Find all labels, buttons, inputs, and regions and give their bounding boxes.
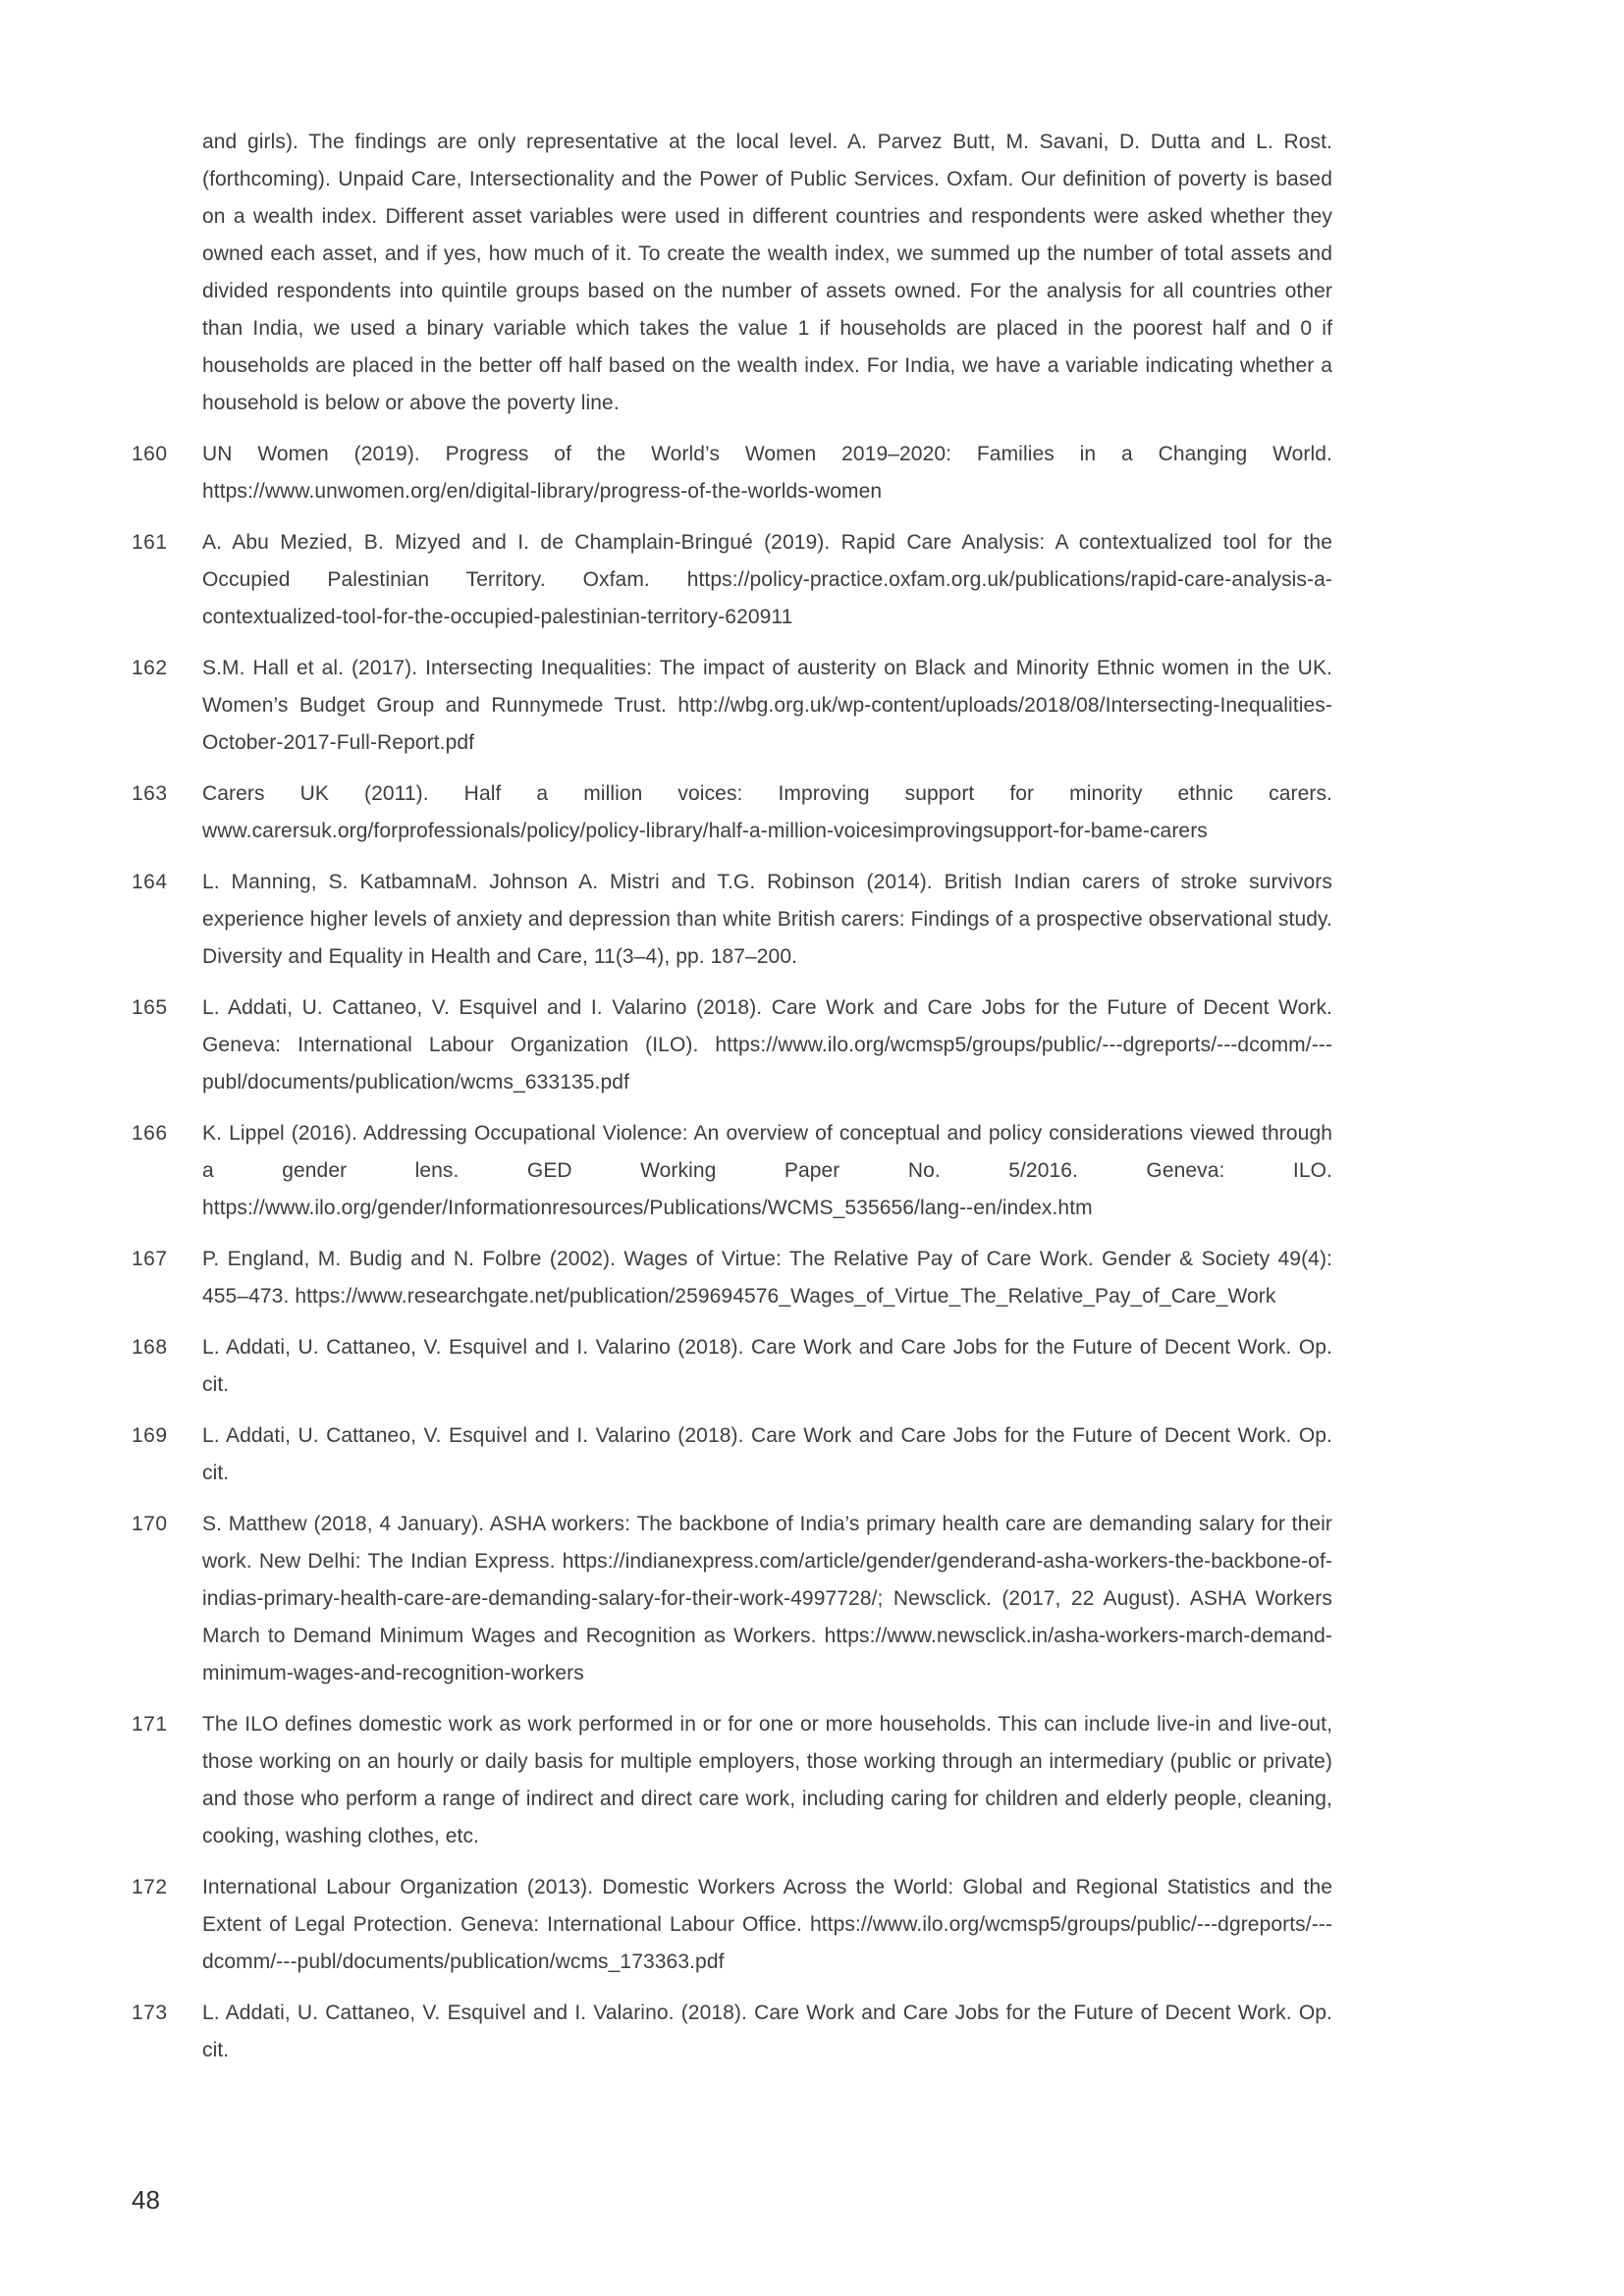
endnote-item bbox=[132, 989, 1332, 1101]
endnote-item bbox=[132, 436, 1332, 510]
endnotes-list bbox=[132, 436, 1332, 2069]
endnote-item bbox=[132, 1706, 1332, 1855]
endnote-text: L. Addati, U. Cattaneo, V. Esquivel and I. Valarino (2018). Care Work and Care Jobs for the Future of Decent Work. Op. cit. bbox=[202, 1336, 1332, 1396]
endnote-number: 167 bbox=[132, 1248, 168, 1270]
endnote-item bbox=[132, 864, 1332, 976]
endnote-text: UN Women (2019). Progress of the World’s Women 2019–2020: Families in a Changing World. https://www.unwomen.org/en/digital-library/progress-of-the-worlds-women bbox=[202, 443, 1332, 503]
endnote-number: 163 bbox=[132, 782, 168, 805]
page-number: 48 bbox=[132, 2185, 160, 2215]
endnote-number: 164 bbox=[132, 871, 168, 893]
endnote-number: 162 bbox=[132, 657, 168, 679]
endnote-item bbox=[132, 1241, 1332, 1315]
endnote-item bbox=[132, 1995, 1332, 2069]
endnote-continuation-text: and girls). The findings are only representative at the local level. A. Parvez Butt, M. Savani, D. Dutta and L. Rost. (forthcoming). Unpaid Care, Intersectionality and the Power of Public Services. Oxfam. Our definition of poverty is based on a wealth index. Different asset variables were used in different countries and respondents were asked whether they owned each asset, and if yes, how much of it. To create the wealth index, we summed up the number of total assets and divided respondents into quintile groups based on the number of assets owned. For the analysis for all countries other than India, we used a binary variable which takes the value 1 if households are placed in the poorest half and 0 if households are placed in the better off half based on the wealth index. For India, we have a variable indicating whether a household is below or above the poverty line. bbox=[202, 131, 1332, 414]
endnote-item bbox=[132, 650, 1332, 762]
endnote-text: K. Lippel (2016). Addressing Occupational Violence: An overview of conceptual and policy considerations viewed through a gender lens. GED Working Paper No. 5/2016. Geneva: ILO. https://www.ilo.org/gender/Informationresources/Publications/WCMS_535656/lang--en/index.htm bbox=[202, 1122, 1332, 1219]
endnote-text: S. Matthew (2018, 4 January). ASHA workers: The backbone of India’s primary health care are demanding salary for their work. New Delhi: The Indian Express. https://indianexpress.com/article/gender/genderand-asha-workers-the-backbone-of-indias-primary-health-care-are-demanding-salary-for-their-work-4997728/; Newsclick. (2017, 22 August). ASHA Workers March to Demand Minimum Wages and Recognition as Workers. https://www.newsclick.in/asha-workers-march-demand-minimum-wages-and-recognition-workers bbox=[202, 1513, 1332, 1684]
endnote-number: 161 bbox=[132, 531, 168, 554]
endnote-text: S.M. Hall et al. (2017). Intersecting Inequalities: The impact of austerity on Black and Minority Ethnic women in the UK. Women’s Budget Group and Runnymede Trust. http://wbg.org.uk/wp-content/uploads/2018/08/Intersecting-Inequalities-October-2017-Full-Report.pdf bbox=[202, 657, 1332, 754]
endnote-number: 168 bbox=[132, 1336, 168, 1359]
endnotes-section bbox=[132, 124, 1332, 2069]
endnote-text: A. Abu Mezied, B. Mizyed and I. de Champlain-Bringué (2019). Rapid Care Analysis: A contextualized tool for the Occupied Palestinian Territory. Oxfam. https://policy-practice.oxfam.org.uk/publications/rapid-care-analysis-a-contextualized-tool-for-the-occupied-palestinian-territory-620911 bbox=[202, 531, 1332, 628]
endnote-item bbox=[132, 524, 1332, 636]
endnote-text: Carers UK (2011). Half a million voices: Improving support for minority ethnic carers. www.carersuk.org/forprofessionals/policy/policy-library/half-a-million-voicesimprovingsupport-for-bame-carers bbox=[202, 782, 1332, 842]
endnote-number: 169 bbox=[132, 1424, 168, 1447]
endnote-item bbox=[132, 1329, 1332, 1404]
endnote-text: L. Addati, U. Cattaneo, V. Esquivel and I. Valarino. (2018). Care Work and Care Jobs for the Future of Decent Work. Op. cit. bbox=[202, 2002, 1332, 2061]
endnote-item bbox=[132, 1115, 1332, 1227]
endnote-item bbox=[132, 1417, 1332, 1492]
endnote-number: 166 bbox=[132, 1122, 168, 1145]
endnote-item bbox=[132, 1869, 1332, 1981]
endnote-text: L. Addati, U. Cattaneo, V. Esquivel and I. Valarino (2018). Care Work and Care Jobs for the Future of Decent Work. Op. cit. bbox=[202, 1424, 1332, 1484]
endnote-text: L. Manning, S. KatbamnaM. Johnson A. Mistri and T.G. Robinson (2014). British Indian carers of stroke survivors experience higher levels of anxiety and depression than white British carers: Findings of a prospective observational study. Diversity and Equality in Health and Care, 11(3–4), pp. 187–200. bbox=[202, 871, 1332, 968]
endnote-number: 170 bbox=[132, 1513, 168, 1535]
endnote-item bbox=[132, 775, 1332, 850]
endnote-text: The ILO defines domestic work as work performed in or for one or more households. This can include live-in and live-out, those working on an hourly or daily basis for multiple employers, those working through an intermediary (public or private) and those who perform a range of indirect and direct care work, including caring for children and elderly people, cleaning, cooking, washing clothes, etc. bbox=[202, 1713, 1332, 1847]
endnote-number: 165 bbox=[132, 996, 168, 1019]
endnote-number: 173 bbox=[132, 2002, 168, 2024]
endnote-number: 160 bbox=[132, 443, 168, 465]
endnote-item bbox=[132, 1506, 1332, 1692]
endnote-text: International Labour Organization (2013). Domestic Workers Across the World: Global and Regional Statistics and the Extent of Legal Protection. Geneva: International Labour Office. https://www.ilo.org/wcmsp5/groups/public/---dgreports/---dcomm/---publ/documents/publication/wcms_173363.pdf bbox=[202, 1876, 1332, 1973]
endnote-number: 171 bbox=[132, 1713, 168, 1735]
endnote-text: P. England, M. Budig and N. Folbre (2002). Wages of Virtue: The Relative Pay of Care Work. Gender & Society 49(4): 455–473. https://www.researchgate.net/publication/259694576_Wages_of_Virtue_The_Relative_Pay_of_Care_Work bbox=[202, 1248, 1332, 1308]
endnote-number: 172 bbox=[132, 1876, 168, 1898]
endnote-text: L. Addati, U. Cattaneo, V. Esquivel and I. Valarino (2018). Care Work and Care Jobs for the Future of Decent Work. Geneva: International Labour Organization (ILO). https://www.ilo.org/wcmsp5/groups/public/---dgreports/---dcomm/---publ/documents/publication/wcms_633135.pdf bbox=[202, 996, 1332, 1094]
